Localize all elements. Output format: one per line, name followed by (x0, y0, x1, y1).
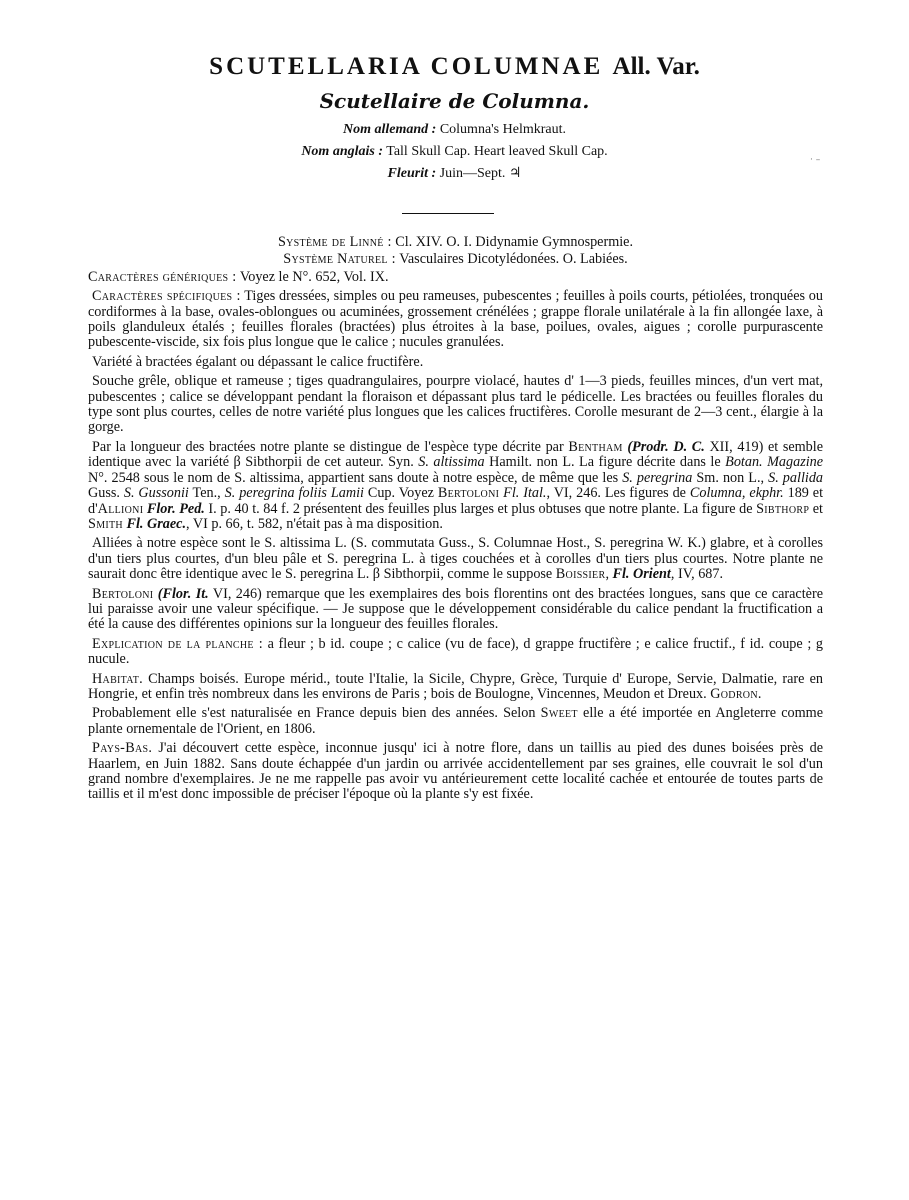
title-main: SCUTELLARIA COLUMNAE (209, 53, 604, 80)
explication-paragraph (88, 637, 823, 668)
title-suffix: All. Var. (612, 53, 700, 80)
section-label: Habitat. (92, 670, 143, 687)
longueur-paragraph (88, 440, 823, 532)
section-label: Système Naturel : (283, 251, 396, 268)
text: , IV, 687. (670, 566, 724, 583)
text: , VI, 246. Les figures de (546, 485, 686, 502)
name-line-german (0, 119, 909, 141)
section-value: Tiges dressées, simples ou peu rameuses, pubescentes ; feuilles à poils courts, pétiolées, tronquées ou cordiformes à la base, ovales-oblongues ou acuminées, grossement crénélées ; grappe florale unilatérale à la fin allongée laxe, à poils glanduleux étalés ; feuilles florales (bractées) plus étroites à la base, poilues, ovales, aigues ; corolle purpurascente pubescente-viscide, six fois plus longue que le calice ; nucules granulées. (88, 288, 823, 351)
section-value: J'ai découvert cette espèce, inconnue jusqu' ici à notre flore, dans un taillis au pied des dunes boisées près de Haarlem, en Juin 1882. Sans doute échappée d'un jardin ou arrivée accidentellement par ses graines, elle couvrait le sol d'un grand nombre d'exemplaires. Je ne me rappelle pas avoir vu antérieurement cette localité cachée et entourée de toutes parts de taillis et il m'est donc impossible de préciser l'époque où la plante s'y est fixée. (88, 740, 823, 803)
divider (402, 213, 494, 214)
text: Probablement elle s'est naturalisée en France depuis bien des années. Selon (92, 705, 536, 722)
caracteres-generiques (88, 270, 823, 285)
reference: Botan. Magazine (725, 454, 824, 471)
section-value: Cl. XIV. O. I. Didynamie Gymnospermie. (395, 234, 634, 250)
text: 189 et d' (88, 485, 824, 517)
reference: (Flor. It. (157, 585, 209, 602)
author-name: Godron. (710, 685, 762, 702)
text: Cup. Voyez (367, 485, 434, 502)
variete-paragraph: Variété à bractées égalant ou dépassant le calice fructifère. (92, 353, 424, 370)
page-header (0, 52, 909, 185)
page-subtitle: Scutellaire de Columna. (319, 89, 590, 113)
taxon: S. peregrina (622, 469, 693, 486)
alliees-paragraph: Alliées à notre espèce sont le S. altissima L. (S. commutata Guss., S. Columnae Host., S. peregrina W. K.) glabre, et à corolles d'un tiers plus courtes, d'un bleu pâle et S. peregrina L. à tiges couchées et à corolles d'un tiers plus courtes. Notre plante ne saurait donc être identique avec le S. peregrina L. β Sibthorpii, comme le suppose Boissier, Fl. Orient, IV, 687. (88, 535, 823, 583)
text: Sm. non L., (696, 469, 765, 486)
text: I. p. 40 t. 84 f. 2 présentent des feuilles plus larges et plus obtuses que notre plante. La figure de (208, 500, 753, 517)
pays-bas-paragraph (88, 741, 823, 803)
name-label: Nom anglais : (301, 144, 383, 159)
text: XII, 419) et semble identique avec la variété β Sibthorpii de cet auteur. Syn. (88, 438, 824, 471)
reference: Flor. Ped. (146, 500, 205, 517)
author-name: Sibthorp (756, 500, 810, 517)
name-value: Juin—Sept. ♃ (439, 166, 522, 181)
article-body (88, 235, 823, 807)
caracteres-specifiques (88, 289, 823, 351)
author-name: Smith (88, 515, 123, 532)
section-label: Pays-Bas. (92, 740, 153, 757)
text: elle a été importée en Angleterre comme plante ornementale de l'Orient, en 1806. (88, 705, 824, 737)
margin-mark: · – (810, 155, 821, 165)
name-value: Columna's Helmkraut. (439, 122, 566, 137)
taxon: S. altissima (418, 454, 485, 471)
section-value: Voyez le N°. 652, Vol. IX. (239, 268, 389, 285)
reference: (Prodr. D. C. (627, 438, 705, 455)
text: Par la longueur des bractées notre plante se distingue de l'espèce type décrite par (92, 438, 564, 455)
name-label: Nom allemand : (342, 122, 437, 137)
author-name: Bertoloni (437, 485, 500, 502)
bertoloni-paragraph (88, 587, 823, 633)
text: Guss. (88, 485, 120, 502)
systeme-linne (88, 235, 823, 250)
taxon: S. peregrina foliis Lamii (224, 485, 364, 502)
souche-paragraph: Souche grêle, oblique et rameuse ; tiges quadrangulaires, pourpre violacé, hautes d' 1—3 pieds, feuilles minces, d'un vert mat, pubescentes ; calice se développant pendant la floraison et dépassant plus tard le pédicelle. Les bractées ou feuilles florales du type sont plus courtes, celles de notre variété plus longues que les calices fructifères. Corolle mesurant de 2—3 cent., élargie à la gorge. (88, 373, 823, 436)
name-line-flowering (0, 163, 909, 185)
habitat-paragraph (88, 672, 823, 703)
reference: Fl. Graec. (126, 515, 187, 532)
text: et (812, 500, 823, 517)
text: N°. 2548 sous le nom de S. altissima, appartient sans doute à notre espèce, de même que les (88, 469, 619, 486)
text: , VI p. 66, t. 582, n'était pas à ma disposition. (186, 515, 443, 532)
reference: Fl. Ital. (503, 485, 547, 502)
author-name: Boissier (555, 566, 606, 583)
taxon: S. Gussonii (123, 485, 189, 502)
author-name: Bentham (568, 438, 623, 455)
section-label: Explication de la planche : (92, 635, 263, 652)
name-label: Fleurit : (387, 166, 437, 181)
author-name: Bertoloni (92, 585, 154, 602)
section-label: Système de Linné : (277, 234, 392, 250)
systeme-naturel (88, 252, 823, 267)
text: VI, 246) remarque que les exemplaires des bois florentins ont des bractées longues, sans que ce caractère lui paraisse avoir une valeur spécifique. — Je suppose que le développement considérable du calice pendant la fructification a été la cause des différentes opinions sur la longueur des feuilles florales. (88, 585, 823, 633)
reference: Columna, ekphr. (689, 485, 784, 502)
name-value: Tall Skull Cap. Heart leaved Skull Cap. (386, 144, 608, 159)
name-line-english (0, 141, 909, 163)
section-value: Champs boisés. Europe mérid., toute l'Italie, la Sicile, Chypre, Grèce, Turquie d' Europe, Servie, Dalmatie, rare en Hongrie, et enfin très nombreux dans les environs de Paris ; bois de Boulogne, Vincennes, Meudon et Dreux. (88, 670, 824, 702)
section-label: Caractères génériques : (88, 268, 237, 285)
section-value: Vasculaires Dicotylédonées. O. Labiées. (399, 251, 628, 268)
page-title (0, 52, 909, 82)
text: Ten., (192, 485, 221, 502)
taxon: S. pallida (768, 469, 824, 486)
text: Hamilt. non L. La figure décrite dans le (489, 454, 721, 471)
section-label: Caractères spécifiques : (92, 288, 241, 305)
probablement-paragraph (88, 706, 823, 737)
text: Alliées à notre espèce sont le S. altissima L. (S. commutata Guss., S. Columnae Host., S. peregrina W. K.) glabre, et à corolles d'un tiers plus courtes, d'un bleu pâle et S. peregrina L. à tiges couchées et à corolles d'un tiers plus courtes. Notre plante ne saurait donc être identique avec le S. peregrina L. β Sibthorpii, comme le suppose (88, 535, 823, 583)
author-name: Allioni (97, 500, 144, 517)
reference: Fl. Orient (612, 566, 671, 583)
author-name: Sweet (540, 705, 578, 722)
section-value: a fleur ; b id. coupe ; c calice (vu de face), d grappe fructifère ; e calice fructif., f id. coupe ; g nucule. (88, 635, 824, 668)
